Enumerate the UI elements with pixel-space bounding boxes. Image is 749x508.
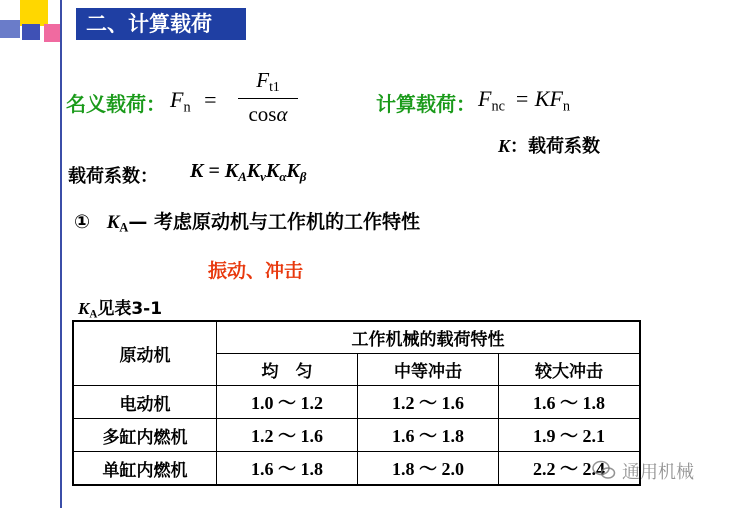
fraction-line: [238, 98, 298, 99]
calc-load-formula: $F_{nc} = KF_n$: [478, 86, 571, 115]
table-col-header: 中等冲击: [358, 354, 499, 386]
decor-blue-square-2: [22, 24, 40, 40]
table-cell: 1.2 ～ 1.6: [358, 386, 499, 419]
table-row: [73, 386, 640, 419]
table-cell: 1.2 ～ 1.6: [217, 419, 358, 452]
table-col-header: 较大冲击: [499, 354, 641, 386]
nominal-load-lhs: $F_n$ =: [170, 87, 217, 116]
table-row-name: 单缸内燃机: [73, 452, 217, 486]
table-row: [73, 419, 640, 452]
table-row-name: 多缸内燃机: [73, 419, 217, 452]
k-note: K：载荷系数: [498, 136, 601, 157]
fraction-denominator: cosα: [248, 102, 288, 126]
table-cell: 1.6 ～ 1.8: [217, 452, 358, 486]
nominal-load-label: 名义载荷：: [66, 92, 166, 116]
table-cell: 1.0 ～ 1.2: [217, 386, 358, 419]
table-row-name: 电动机: [73, 386, 217, 419]
table-group-header: 工作机械的载荷特性: [217, 321, 641, 354]
load-factor-formula: $K = K_AK_vK_\alpha K_\beta$: [190, 160, 307, 184]
table-cell: 1.6 ～ 1.8: [358, 419, 499, 452]
load-factor-table: [72, 320, 641, 486]
table-cell: 1.6 ～ 1.8: [499, 386, 641, 419]
decor-yellow-square: [20, 0, 48, 26]
table-cell: 2.2 ～ 2.4: [499, 452, 641, 486]
table-cell: 1.9 ～ 2.1: [499, 419, 641, 452]
table-cell: 1.8 ～ 2.0: [358, 452, 499, 486]
fraction-numerator: $F_{t1}$: [256, 68, 280, 95]
watermark-text: 通用机械: [622, 462, 694, 483]
decor-vertical-line: [60, 0, 62, 508]
slide-title: 二、计算载荷: [76, 8, 246, 40]
decor-pink-square: [44, 24, 60, 42]
wechat-icon: [592, 460, 616, 480]
load-factor-label: 载荷系数：: [68, 166, 158, 187]
calc-load-label: 计算载荷：: [376, 92, 476, 116]
table-col-header: 均 匀: [217, 354, 358, 386]
highlight-vibration-impact: 振动、冲击: [208, 260, 304, 282]
table-row: [73, 452, 640, 486]
table-reference: $K_A$见表3-1: [78, 299, 163, 321]
decor-blue-square: [0, 20, 20, 38]
table-corner-header: 原动机: [73, 321, 217, 386]
item-1: ① $K_A—$ 考虑原动机与工作机的工作特性: [74, 211, 420, 235]
